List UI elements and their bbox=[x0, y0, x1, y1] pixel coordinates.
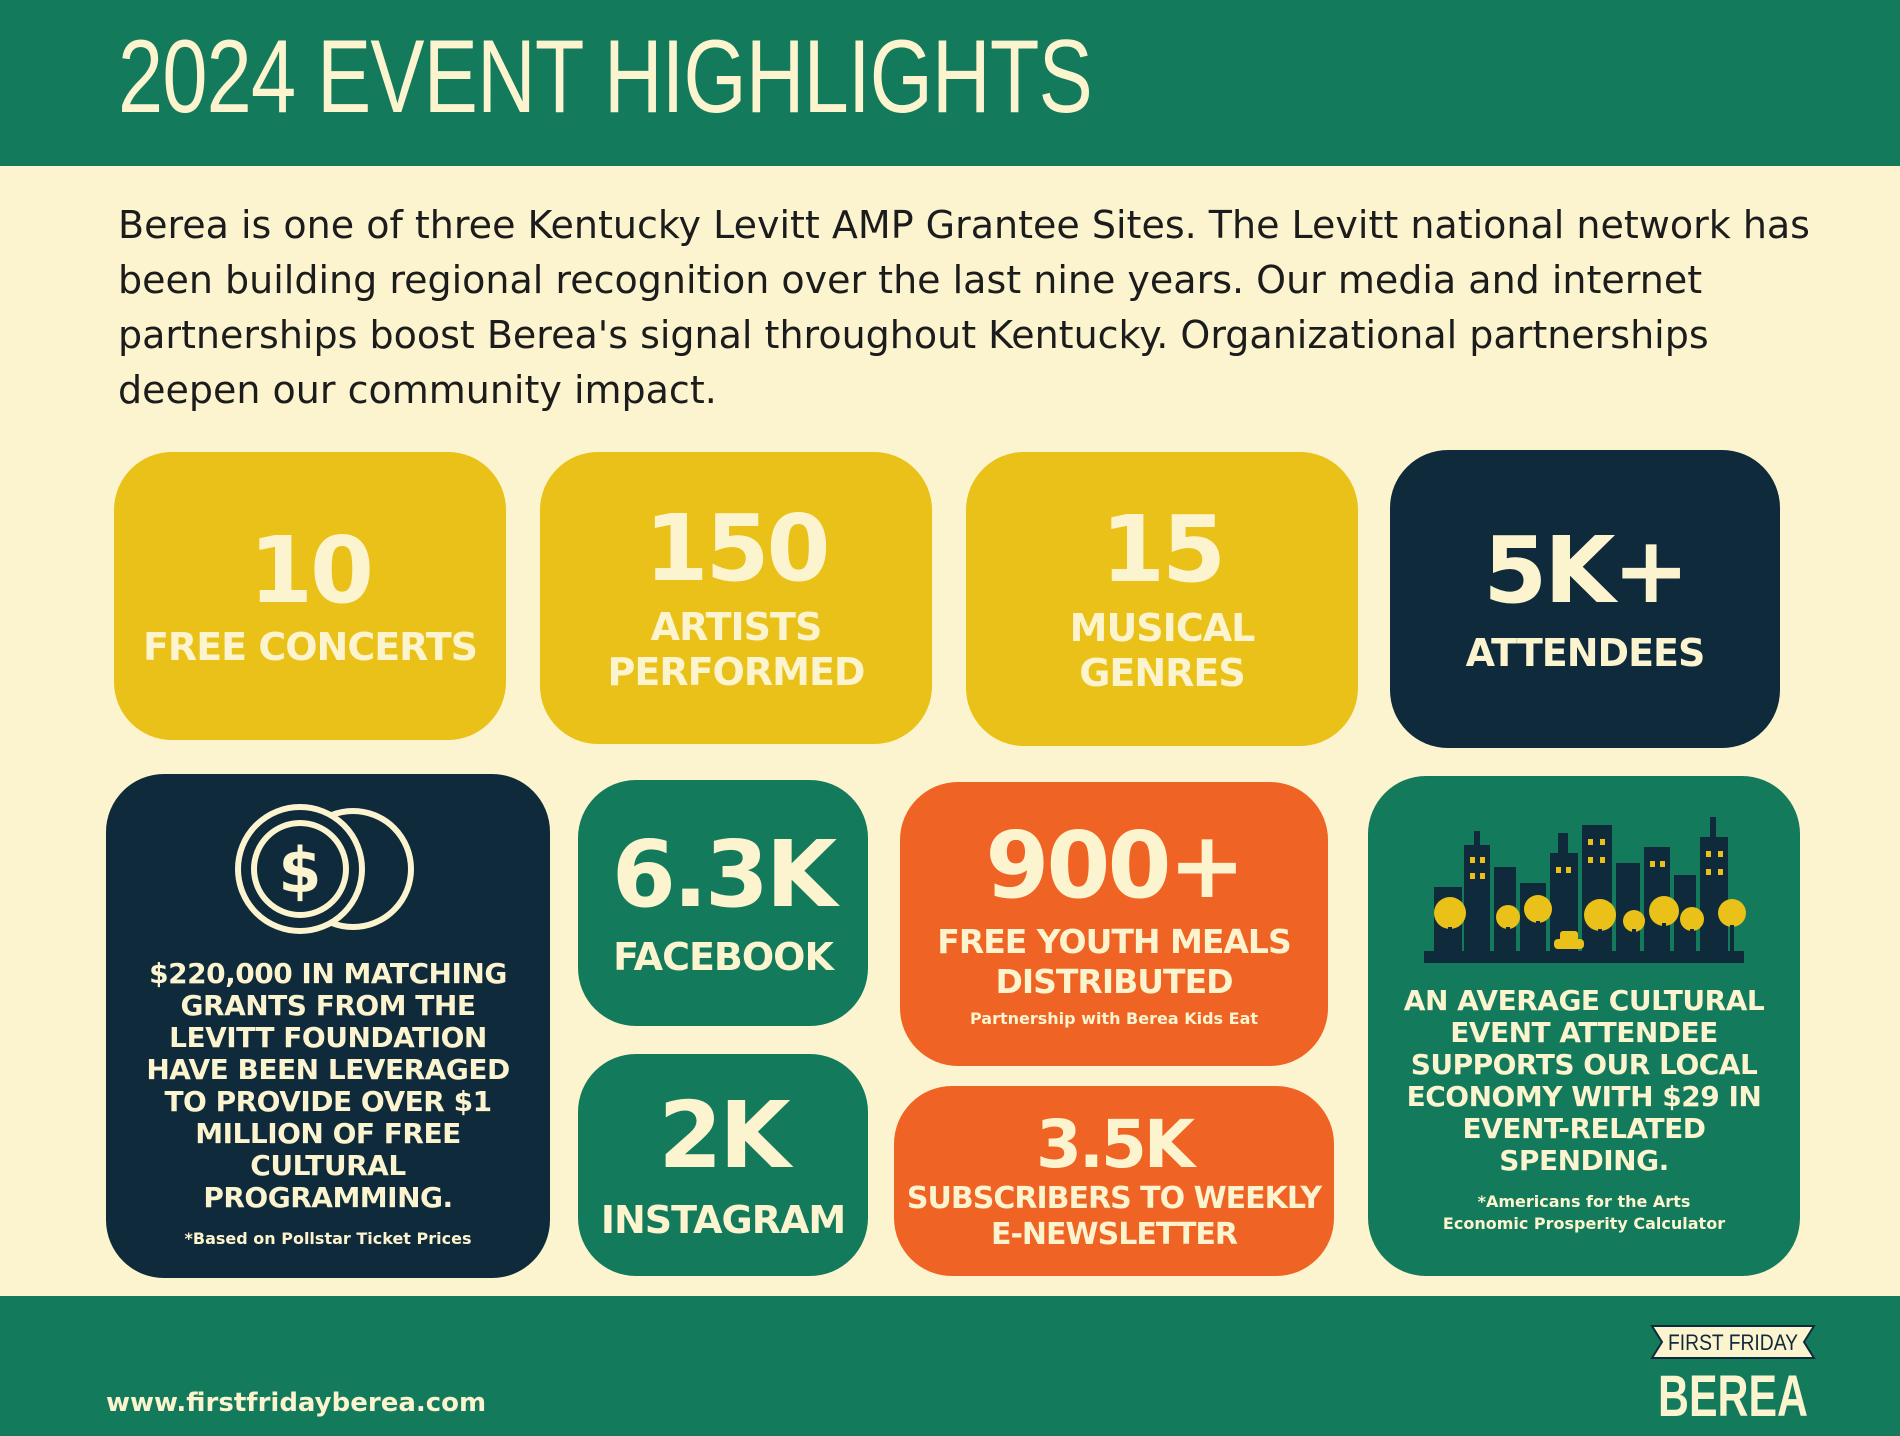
attendees-card bbox=[1390, 450, 1780, 748]
artists-label-line1: ARTISTS bbox=[650, 605, 822, 649]
concerts-label: FREE CONCERTS bbox=[142, 624, 478, 669]
genres-card bbox=[966, 452, 1358, 746]
newsletter-value: 3.5K bbox=[1035, 1106, 1193, 1183]
coins-icon bbox=[231, 802, 425, 936]
header-bar bbox=[0, 0, 1900, 166]
meals-label-line1: FREE YOUTH MEALS bbox=[937, 922, 1291, 961]
page-title: 2024 EVENT HIGHLIGHTS bbox=[118, 19, 1092, 135]
genres-label-line2: GENRES bbox=[1079, 651, 1245, 695]
first-friday-berea-logo bbox=[1648, 1318, 1818, 1429]
attendees-label: ATTENDEES bbox=[1465, 630, 1705, 675]
economy-card bbox=[1368, 776, 1800, 1276]
grants-note: *Based on Pollstar Ticket Prices bbox=[184, 1229, 472, 1248]
intro-paragraph: Berea is one of three Kentucky Levitt AMP Grantee Sites. The Levitt national network has been building regional recognition over the last nine years. Our media and internet partnerships boost Berea's signal throughout Kentucky. Organizational partnerships deepen our community impact. bbox=[118, 203, 1810, 412]
grants-card bbox=[106, 774, 550, 1278]
grants-text: $220,000 IN MATCHING GRANTS FROM THE LEVITT FOUNDATION HAVE BEEN LEVERAGED TO PROVIDE OVER $1 MILLION OF FREE CULTURAL PROGRAMMING. bbox=[146, 957, 510, 1214]
economy-note-line1: *Americans for the Arts bbox=[1477, 1192, 1691, 1211]
facebook-card bbox=[578, 780, 868, 1026]
concerts-value: 10 bbox=[248, 516, 372, 624]
newsletter-label-line2: E-NEWSLETTER bbox=[990, 1217, 1238, 1252]
concerts-card bbox=[114, 452, 506, 740]
artists-label-line2: PERFORMED bbox=[607, 650, 865, 694]
artists-value: 150 bbox=[644, 495, 828, 602]
instagram-card bbox=[578, 1054, 868, 1276]
attendees-value: 5K+ bbox=[1483, 516, 1687, 624]
genres-value: 15 bbox=[1100, 496, 1224, 603]
meals-card bbox=[900, 782, 1328, 1066]
facebook-value: 6.3K bbox=[611, 820, 835, 928]
meals-note: Partnership with Berea Kids Eat bbox=[969, 1009, 1259, 1028]
logo-bottom-text: BEREA bbox=[1658, 1364, 1808, 1429]
city-skyline-icon bbox=[1414, 817, 1754, 963]
instagram-value: 2K bbox=[658, 1081, 788, 1189]
meals-value: 900+ bbox=[985, 812, 1243, 919]
newsletter-label-line1: SUBSCRIBERS TO WEEKLY bbox=[906, 1181, 1322, 1216]
svg-text:$: $ bbox=[278, 834, 322, 907]
genres-label-line1: MUSICAL bbox=[1069, 606, 1255, 650]
instagram-label: INSTAGRAM bbox=[600, 1197, 846, 1242]
artists-card bbox=[540, 452, 932, 744]
economy-note-line2: Economic Prosperity Calculator bbox=[1442, 1214, 1726, 1233]
newsletter-card bbox=[894, 1086, 1334, 1276]
facebook-label: FACEBOOK bbox=[613, 934, 833, 979]
website-link[interactable]: www.firstfridayberea.com bbox=[106, 1388, 487, 1418]
logo-top-text: FIRST FRIDAY bbox=[1668, 1330, 1799, 1355]
meals-label-line2: DISTRIBUTED bbox=[995, 962, 1233, 1001]
economy-text: AN AVERAGE CULTURAL EVENT ATTENDEE SUPPORTS OUR LOCAL ECONOMY WITH $29 IN EVENT-RELATED SPENDING. bbox=[1403, 984, 1765, 1177]
